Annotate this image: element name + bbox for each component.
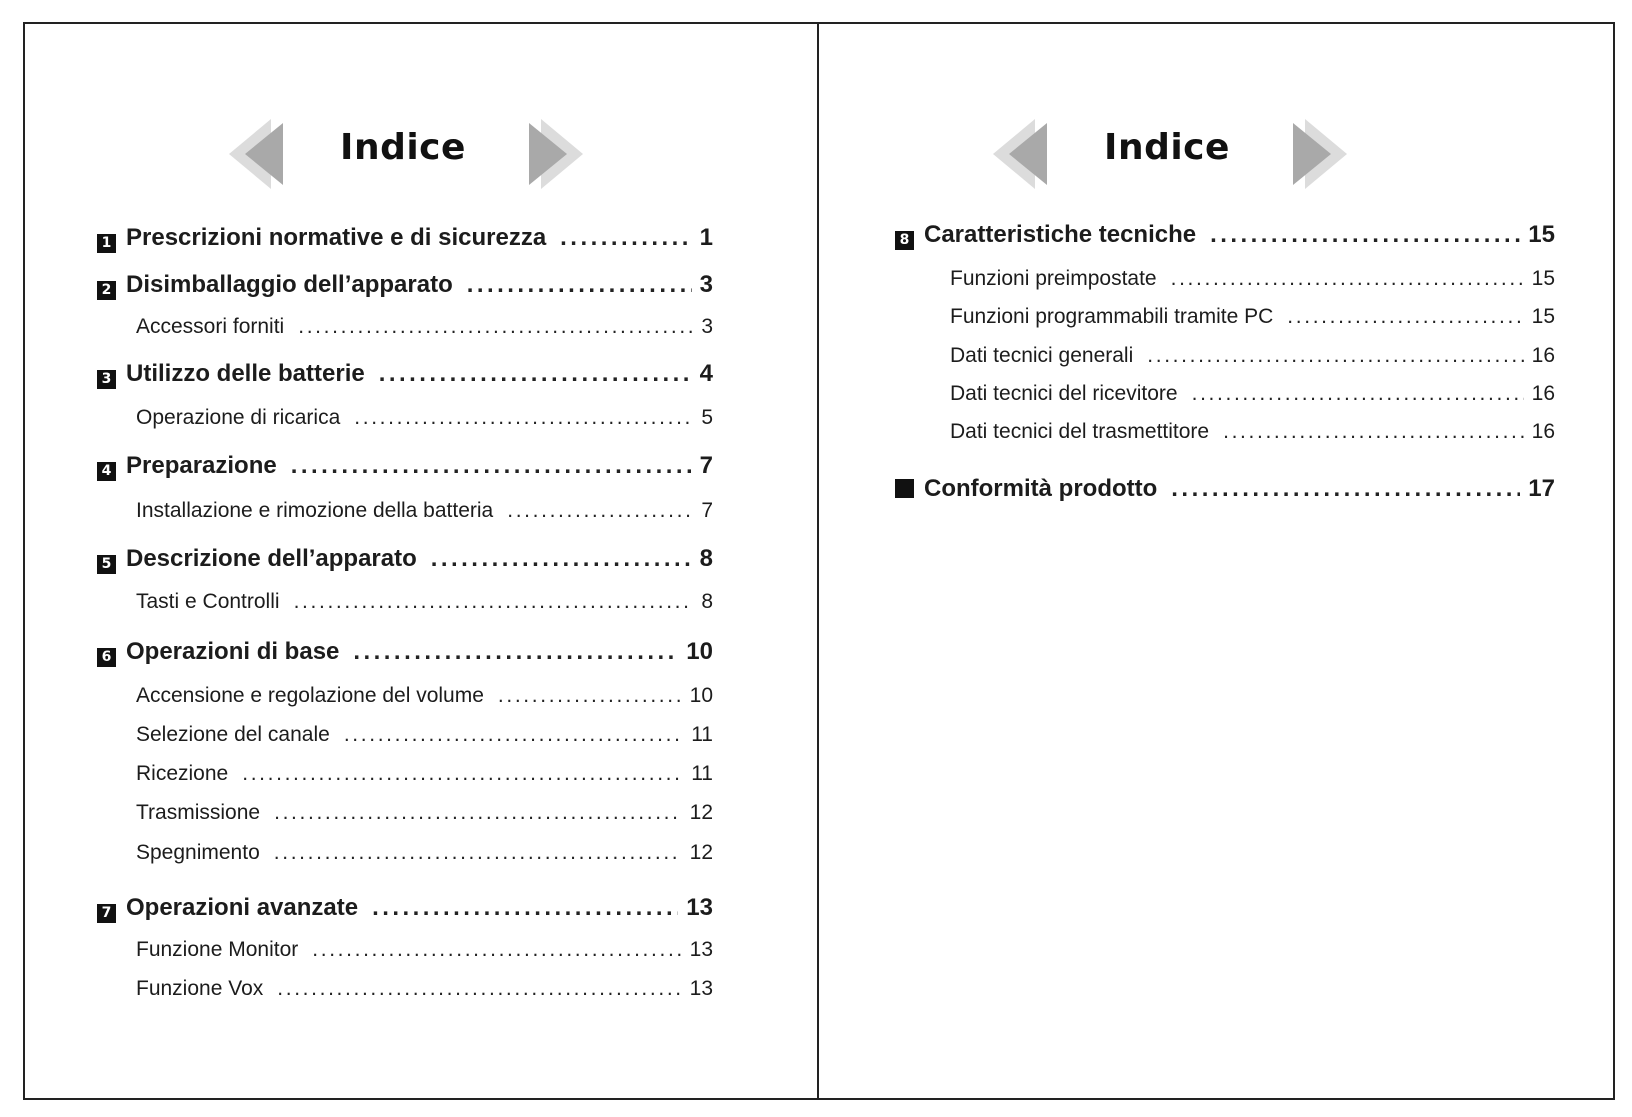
toc-page-number: 17 [1528,475,1555,502]
toc-page-number: 16 [1531,420,1555,443]
toc-entry-label: Preparazione [126,452,277,479]
dot-leader [294,590,694,614]
dot-leader [431,545,692,573]
toc-page-number: 12 [689,841,713,864]
toc-section-row[interactable] [136,315,713,339]
dot-leader [354,406,693,430]
chapter-number-badge: 1 [97,234,116,253]
dot-leader [1223,420,1524,444]
toc-entry-label: Dati tecnici generali [950,344,1134,367]
dot-leader [560,224,691,252]
dot-leader [274,841,682,865]
toc-page-number: 13 [689,938,713,961]
toc-page-number: 16 [1531,382,1555,405]
toc-entry-label: Dati tecnici del trasmettitore [950,420,1210,443]
toc-page-number: 5 [701,406,713,429]
dot-leader [274,801,682,825]
dot-leader [312,938,681,962]
page-title: Indice [1104,127,1230,168]
dot-leader [1147,344,1523,368]
toc-page-number: 13 [689,977,713,1000]
dot-leader [1171,475,1520,503]
dot-leader [379,360,692,388]
toc-entry-label: Trasmissione [136,801,261,824]
toc-section-row[interactable] [136,801,713,825]
toc-page-number: 8 [701,590,713,613]
toc-section-row[interactable] [950,305,1555,329]
toc-section-row[interactable] [950,382,1555,406]
dot-leader [344,723,683,747]
toc-entry-label: Prescrizioni normative e di sicurezza [126,224,547,251]
dot-leader [1210,221,1520,249]
toc-page-number: 10 [686,638,713,665]
toc-entry-label: Installazione e rimozione della batteria [136,499,494,522]
toc-chapter-row[interactable] [97,638,713,666]
toc-entry-label: Selezione del canale [136,723,330,746]
chapter-number-badge: 7 [97,904,116,923]
toc-page-number: 11 [691,723,713,746]
toc-entry-label: Accensione e regolazione del volume [136,684,484,707]
toc-page-number: 10 [689,684,713,707]
toc-page-number: 3 [701,315,713,338]
dot-leader [291,452,692,480]
toc-section-row[interactable] [950,344,1555,368]
toc-chapter-row[interactable] [895,221,1555,249]
dot-leader [1192,382,1524,406]
dot-leader [498,684,682,708]
toc-section-row[interactable] [136,977,713,1001]
toc-entry-label: Dati tecnici del ricevitore [950,382,1178,405]
toc-page-number: 12 [689,801,713,824]
toc-page-number: 4 [699,360,713,387]
toc-page-right [819,22,1613,1100]
toc-page-number: 15 [1528,221,1555,248]
chapter-number-badge: 4 [97,462,116,481]
toc-chapter-row[interactable] [97,360,713,388]
toc-entry-label: Operazione di ricarica [136,406,341,429]
toc-chapter-row[interactable] [97,545,713,573]
page-title: Indice [340,127,466,168]
chapter-number-badge: 3 [97,370,116,389]
toc-entry-label: Ricezione [136,762,229,785]
toc-chapter-row[interactable] [97,894,713,922]
toc-entry-label: Funzione Vox [136,977,264,1000]
toc-page-number: 7 [701,499,713,522]
toc-entry-label: Disimballaggio dell’apparato [126,271,453,298]
toc-entry-label: Operazioni di base [126,638,340,665]
toc-chapter-row[interactable] [895,475,1555,503]
toc-section-row[interactable] [950,420,1555,444]
toc-chapter-row[interactable] [97,224,713,252]
toc-entry-label: Accessori forniti [136,315,285,338]
toc-entry-label: Descrizione dell’apparato [126,545,417,572]
toc-section-row[interactable] [136,938,713,962]
dot-leader [298,315,693,339]
toc-section-row[interactable] [136,499,713,523]
dot-leader [353,638,678,666]
toc-page-number: 11 [691,762,713,785]
toc-page-number: 15 [1531,267,1555,290]
dot-leader [1287,305,1523,329]
toc-list [819,22,1613,1100]
dot-leader [507,499,693,523]
toc-entry-label: Funzioni preimpostate [950,267,1157,290]
dot-leader [467,271,692,299]
toc-entry-label: Tasti e Controlli [136,590,280,613]
toc-entry-label: Funzione Monitor [136,938,299,961]
toc-page-number: 13 [686,894,713,921]
toc-page-number: 8 [699,545,713,572]
toc-page-number: 15 [1531,305,1555,328]
toc-page-number: 16 [1531,344,1555,367]
toc-section-row[interactable] [136,723,713,747]
toc-list [25,22,817,1100]
dot-leader [1171,267,1524,291]
toc-entry-label: Utilizzo delle batterie [126,360,365,387]
toc-entry-label: Operazioni avanzate [126,894,359,921]
toc-entry-label: Conformità prodotto [924,475,1158,502]
toc-section-row[interactable] [136,406,713,430]
toc-chapter-row[interactable] [97,452,713,480]
dot-leader [242,762,683,786]
toc-entry-label: Funzioni programmabili tramite PC [950,305,1274,328]
toc-section-row[interactable] [136,841,713,865]
toc-page-number: 3 [699,271,713,298]
toc-chapter-row[interactable] [97,271,713,299]
chapter-number-badge: 5 [97,555,116,574]
dot-leader [277,977,681,1001]
toc-page-number: 1 [699,224,713,251]
chapter-square-badge [895,479,914,498]
toc-entry-label: Caratteristiche tecniche [924,221,1197,248]
toc-section-row[interactable] [136,762,713,786]
chapter-number-badge: 8 [895,231,914,250]
toc-entry-label: Spegnimento [136,841,260,864]
toc-page-number: 7 [699,452,713,479]
toc-section-row[interactable] [950,267,1555,291]
chapter-number-badge: 6 [97,648,116,667]
dot-leader [372,894,678,922]
chapter-number-badge: 2 [97,281,116,300]
toc-section-row[interactable] [136,684,713,708]
toc-page-left [25,22,817,1100]
toc-section-row[interactable] [136,590,713,614]
